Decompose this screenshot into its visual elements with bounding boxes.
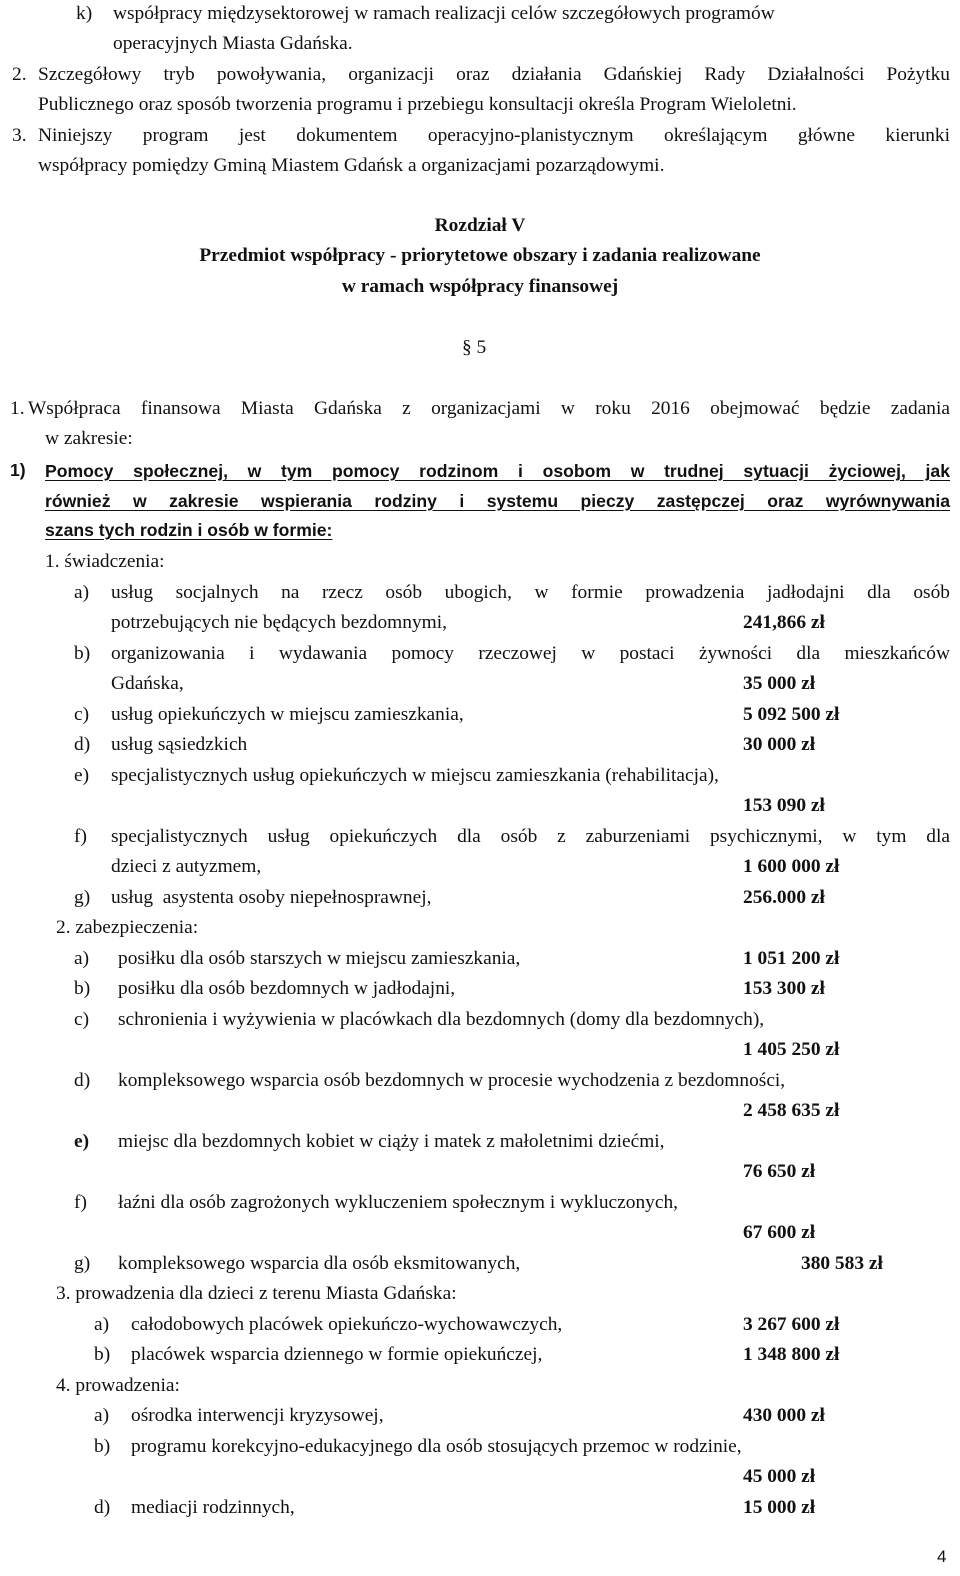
g4-b-text: programu korekcyjno-edukacyjnego dla osób stosujących przemoc w rodzinie, bbox=[131, 1436, 742, 1457]
paragraph-3-line2: współpracy pomiędzy Gminą Miastem Gdańsk a organizacjami pozarządowymi. bbox=[38, 155, 665, 176]
g2-e-label: e) bbox=[74, 1131, 90, 1152]
group-2-heading: 2. zabezpieczenia: bbox=[56, 917, 199, 938]
item-k-line2: operacyjnych Miasta Gdańska. bbox=[113, 33, 353, 54]
g3-a-label: a) bbox=[94, 1314, 110, 1335]
para-1-line1: Współpraca finansowa Miasta Gdańska z organizacjami w roku 2016 obejmować będzie zadania bbox=[28, 398, 950, 419]
g3-a-amount: 3 267 600 zł bbox=[743, 1314, 840, 1335]
g2-f-amount: 67 600 zł bbox=[743, 1222, 816, 1243]
g1-d-label: d) bbox=[74, 734, 91, 755]
area-1-line2: również w zakresie wspierania rodziny i systemu pieczy zastępczej oraz wyrównywania bbox=[45, 491, 950, 511]
g1-g-label: g) bbox=[74, 887, 91, 908]
chapter-subtitle-line2: w ramach współpracy finansowej bbox=[341, 276, 619, 297]
paragraph-3-number: 3. bbox=[12, 125, 27, 146]
g2-e-text: miejsc dla bezdomnych kobiet w ciąży i matek z małoletnimi dziećmi, bbox=[118, 1131, 665, 1152]
g1-a-label: a) bbox=[74, 582, 90, 603]
g1-f-label: f) bbox=[74, 826, 87, 847]
chapter-title: Rozdział V bbox=[434, 215, 526, 236]
g1-f-amount: 1 600 000 zł bbox=[743, 856, 840, 877]
g1-d-text: usług sąsiedzkich bbox=[111, 734, 248, 755]
g2-b-text: posiłku dla osób bezdomnych w jadłodajni, bbox=[118, 978, 456, 999]
g4-a-text: ośrodka interwencji kryzysowej, bbox=[131, 1405, 384, 1426]
g3-b-amount: 1 348 800 zł bbox=[743, 1344, 840, 1365]
g4-d-amount: 15 000 zł bbox=[743, 1497, 816, 1518]
g1-a-line2: potrzebujących nie będących bezdomnymi, bbox=[111, 612, 447, 633]
g3-b-label: b) bbox=[94, 1344, 111, 1365]
g1-b-amount: 35 000 zł bbox=[743, 673, 816, 694]
g1-b-line2: Gdańska, bbox=[111, 673, 184, 694]
paragraph-3-line1: Niniejszy program jest dokumentem operacyjno-planistycznym określającym główne kierunki bbox=[38, 125, 950, 146]
g1-e-text: specjalistycznych usług opiekuńczych w miejscu zamieszkania (rehabilitacja), bbox=[111, 765, 719, 786]
g1-b-label: b) bbox=[74, 643, 91, 664]
g2-c-text: schronienia i wyżywienia w placówkach dla bezdomnych (domy dla bezdomnych), bbox=[118, 1009, 765, 1030]
g4-d-label: d) bbox=[94, 1497, 111, 1518]
g1-a-amount: 241,866 zł bbox=[743, 612, 825, 633]
area-1-line3: szans tych rodzin i osób w formie: bbox=[45, 520, 333, 540]
g2-g-amount: 380 583 zł bbox=[801, 1253, 883, 1274]
g2-b-amount: 153 300 zł bbox=[743, 978, 825, 999]
g3-a-text: całodobowych placówek opiekuńczo-wychowawczych, bbox=[131, 1314, 563, 1335]
g2-e-amount: 76 650 zł bbox=[743, 1161, 816, 1182]
g1-g-text: usług asystenta osoby niepełnosprawnej, bbox=[111, 887, 432, 908]
para-1-number: 1. bbox=[10, 398, 25, 419]
paragraph-2-line1: Szczegółowy tryb powoływania, organizacji oraz działania Gdańskiej Rady Działalności Pożytku bbox=[38, 64, 950, 85]
g2-d-label: d) bbox=[74, 1070, 91, 1091]
g1-e-label: e) bbox=[74, 765, 90, 786]
group-1-heading: 1. świadczenia: bbox=[45, 551, 165, 572]
g2-f-label: f) bbox=[74, 1192, 87, 1213]
g2-g-text: kompleksowego wsparcia dla osób eksmitowanych, bbox=[118, 1253, 521, 1274]
g1-b-line1: organizowania i wydawania pomocy rzeczowej w postaci żywności dla mieszkańców bbox=[111, 643, 950, 664]
chapter-subtitle-line1: Przedmiot współpracy - priorytetowe obszary i zadania realizowane bbox=[199, 245, 761, 266]
g2-b-label: b) bbox=[74, 978, 91, 999]
g1-c-text: usług opiekuńczych w miejscu zamieszkania, bbox=[111, 704, 464, 725]
area-1-number: 1) bbox=[10, 460, 26, 480]
g1-f-line1: specjalistycznych usług opiekuńczych dla osób z zaburzeniami psychicznymi, w tym dla bbox=[111, 826, 950, 847]
g2-a-label: a) bbox=[74, 948, 90, 969]
para-1-line2: w zakresie: bbox=[45, 428, 133, 449]
group-4-heading: 4. prowadzenia: bbox=[56, 1375, 180, 1396]
g1-d-amount: 30 000 zł bbox=[743, 734, 816, 755]
g4-a-amount: 430 000 zł bbox=[743, 1405, 825, 1426]
group-3-heading: 3. prowadzenia dla dzieci z terenu Miasta Gdańska: bbox=[56, 1283, 457, 1304]
area-1-line1: Pomocy społecznej, w tym pomocy rodzinom i osobom w trudnej sytuacji życiowej, jak bbox=[45, 461, 950, 481]
g2-d-text: kompleksowego wsparcia osób bezdomnych w procesie wychodzenia z bezdomności, bbox=[118, 1070, 786, 1091]
g4-b-label: b) bbox=[94, 1436, 111, 1457]
g2-c-amount: 1 405 250 zł bbox=[743, 1039, 840, 1060]
g2-a-text: posiłku dla osób starszych w miejscu zamieszkania, bbox=[118, 948, 521, 969]
g2-c-label: c) bbox=[74, 1009, 90, 1030]
g1-e-amount: 153 090 zł bbox=[743, 795, 825, 816]
g1-f-line2: dzieci z autyzmem, bbox=[111, 856, 262, 877]
item-k-line1: współpracy międzysektorowej w ramach realizacji celów szczegółowych programów bbox=[113, 3, 775, 24]
g1-c-label: c) bbox=[74, 704, 90, 725]
g4-b-amount: 45 000 zł bbox=[743, 1466, 816, 1487]
paragraph-2-line2: Publicznego oraz sposób tworzenia programu i przebiegu konsultacji określa Program Wieloletni. bbox=[38, 94, 797, 115]
g4-d-text: mediacji rodzinnych, bbox=[131, 1497, 295, 1518]
g1-c-amount: 5 092 500 zł bbox=[743, 704, 840, 725]
section-number: § 5 bbox=[462, 337, 487, 358]
g1-a-line1: usług socjalnych na rzecz osób ubogich, w formie prowadzenia jadłodajni dla osób bbox=[111, 582, 950, 603]
page-number: 4 bbox=[937, 1547, 947, 1566]
paragraph-2-number: 2. bbox=[12, 64, 27, 85]
g4-a-label: a) bbox=[94, 1405, 110, 1426]
g2-f-text: łaźni dla osób zagrożonych wykluczeniem społecznym i wykluczonych, bbox=[118, 1192, 678, 1213]
g2-a-amount: 1 051 200 zł bbox=[743, 948, 840, 969]
item-k-label: k) bbox=[76, 3, 93, 24]
g1-g-amount: 256.000 zł bbox=[743, 887, 825, 908]
g3-b-text: placówek wsparcia dziennego w formie opiekuńczej, bbox=[131, 1344, 543, 1365]
g2-g-label: g) bbox=[74, 1253, 91, 1274]
g2-d-amount: 2 458 635 zł bbox=[743, 1100, 840, 1121]
